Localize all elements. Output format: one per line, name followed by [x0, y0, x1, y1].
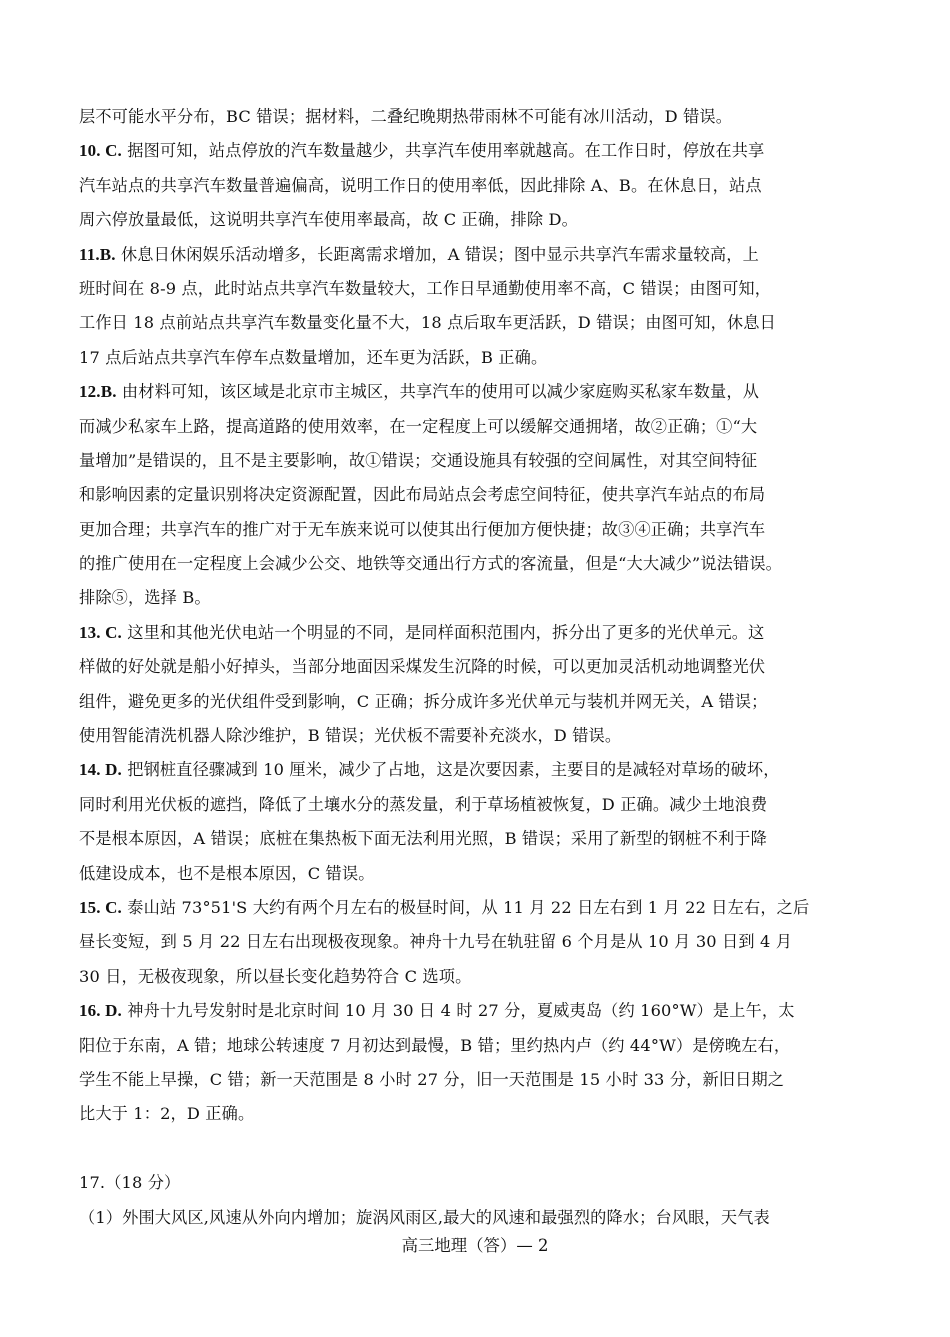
answer-text: 把钢桩直径骤减到 10 厘米，减少了占地，这是次要因素，主要目的是减轻对草场的破坏， [127, 760, 780, 780]
answer-text: 泰山站 73°51'S 大约有两个月左右的极昼时间，从 11 月 22 日左右到 1 月 22 日左右，之后 [127, 897, 810, 917]
answer-line [79, 994, 876, 1028]
answer-document [79, 100, 876, 1235]
answer-text: 据图可知，站点停放的汽车数量越少，共享汽车使用率就越高。在工作日时，停放在共享 [127, 141, 765, 161]
answer-line: 不是根本原因，A 错误；底桩在集热板下面无法利用光照，B 错误；采用了新型的钢桩不利于降 [79, 829, 767, 849]
answer-number: 16. D. [79, 1001, 122, 1021]
answer-line: 工作日 18 点前站点共享汽车数量变化量不大，18 点后取车更活跃，D 错误；由图可知，休息日 [79, 313, 776, 333]
answer-line: 排除⑤，选择 B。 [79, 588, 211, 608]
question-title: 17.（18 分） [79, 1173, 181, 1193]
answer-line: 同时利用光伏板的遮挡，降低了土壤水分的蒸发量，利于草场植被恢复，D 正确。减少土地浪费 [79, 794, 768, 814]
answer-text: 这里和其他光伏电站一个明显的不同，是同样面积范围内，拆分出了更多的光伏单元。这 [127, 622, 765, 642]
answer-line [79, 134, 876, 168]
answer-number: 11.B. [79, 244, 116, 264]
answer-11 [79, 238, 876, 376]
answer-13 [79, 616, 876, 754]
answer-line: 低建设成本，也不是根本原因，C 错误。 [79, 863, 375, 883]
answer-line: 汽车站点的共享汽车数量普遍偏高，说明工作日的使用率低，因此排除 A、B。在休息日，站点 [79, 175, 762, 195]
answer-number: 14. D. [79, 760, 122, 780]
answer-line: 班时间在 8-9 点，此时站点共享汽车数量较大，工作日早通勤使用率不高，C 错误；由图可知， [79, 278, 772, 298]
intro-line: 层不可能水平分布，BC 错误；据材料，二叠纪晚期热带雨林不可能有冰川活动，D 错误。 [79, 107, 733, 126]
answer-line: 更加合理；共享汽车的推广对于无车族来说可以使其出行便加方便快捷；故③④正确；共享汽车 [79, 519, 766, 539]
answer-line [79, 238, 876, 272]
answer-text: 由材料可知，该区域是北京市主城区，共享汽车的使用可以减少家庭购买私家车数量，从 [121, 382, 760, 402]
answer-line: 比大于 1：2，D 正确。 [79, 1104, 255, 1124]
answer-line [79, 753, 876, 787]
answer-line: 17 点后站点共享汽车停车点数量增加，还车更为活跃，B 正确。 [79, 347, 548, 367]
answer-line: 的推广使用在一定程度上会减少公交、地铁等交通出行方式的客流量，但是“大大减少”说法错误。 [79, 554, 783, 574]
answer-text: 神舟十九号发射时是北京时间 10 月 30 日 4 时 27 分，夏威夷岛（约 160°W）是上午，太 [127, 1001, 795, 1021]
answer-text: 休息日休闲娱乐活动增多，长距离需求增加，A 错误；图中显示共享汽车需求量较高，上 [120, 244, 759, 264]
answer-line: 周六停放量最低，这说明共享汽车使用率最高，故 C 正确，排除 D。 [79, 210, 578, 230]
answer-line [79, 891, 876, 925]
question-17 [79, 1166, 876, 1235]
answer-16 [79, 994, 876, 1132]
answer-line [79, 616, 876, 650]
answer-12 [79, 375, 876, 616]
answer-10 [79, 134, 876, 237]
page-footer: 高三地理（答）— 2 [401, 1236, 549, 1255]
answer-line [79, 375, 876, 409]
answer-line: 学生不能上早操，C 错；新一天范围是 8 小时 27 分，旧一天范围是 15 小时 33 分，新旧日期之 [79, 1069, 785, 1089]
answer-line: 昼长变短，到 5 月 22 日左右出现极夜现象。神舟十九号在轨驻留 6 个月是从 10 月 30 日到 4 月 [79, 932, 793, 952]
answer-number: 15. C. [79, 897, 122, 917]
spacer [79, 1132, 876, 1166]
answer-number: 13. C. [79, 622, 122, 642]
answer-number: 10. C. [79, 141, 122, 161]
answer-14 [79, 753, 876, 891]
answer-line: 样做的好处就是船小好掉头，当部分地面因采煤发生沉降的时候，可以更加灵活机动地调整光伏 [79, 657, 766, 677]
answer-line: 而减少私家车上路，提高道路的使用效率，在一定程度上可以缓解交通拥堵，故②正确；①“大 [79, 416, 758, 436]
answer-line: 阳位于东南，A 错；地球公转速度 7 月初达到最慢，B 错；里约热内卢（约 44°W）是傍晚左右， [79, 1035, 791, 1055]
answer-line: 30 日，无极夜现象，所以昼长变化趋势符合 C 选项。 [79, 966, 472, 986]
answer-line: 量增加”是错误的，且不是主要影响，故①错误；交通设施具有较强的空间属性，对其空间特征 [79, 450, 758, 470]
answer-line: （1）外围大风区,风速从外向内增加；旋涡风雨区,最大的风速和最强烈的降水；台风眼，天气表 [79, 1207, 770, 1227]
answer-line: 组件，避免更多的光伏组件受到影响，C 正确；拆分成许多光伏单元与装机并网无关，A 错误； [79, 691, 768, 711]
answer-line: 使用智能清洗机器人除沙维护，B 错误；光伏板不需要补充淡水，D 错误。 [79, 726, 622, 746]
answer-number: 12.B. [79, 382, 117, 402]
answer-15 [79, 891, 876, 994]
answer-line: 和影响因素的定量识别将决定资源配置，因此布局站点会考虑空间特征，使共享汽车站点的布局 [79, 485, 766, 505]
